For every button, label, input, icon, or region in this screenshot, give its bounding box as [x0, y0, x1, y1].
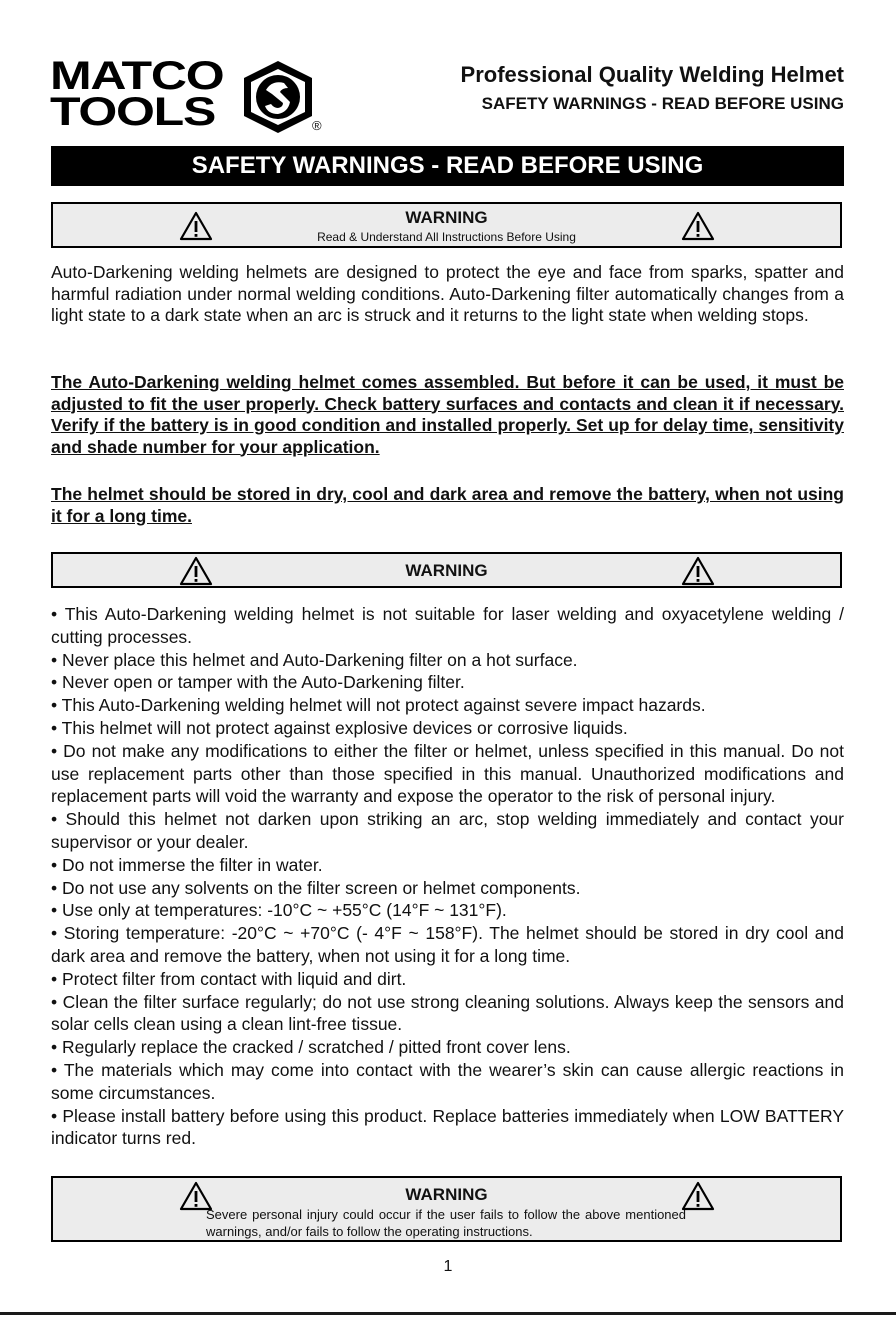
header-subtitle: SAFETY WARNINGS - READ BEFORE USING	[481, 94, 844, 113]
list-item: • Never open or tamper with the Auto-Darkening filter.	[51, 672, 465, 693]
warning-subtitle: Severe personal injury could occur if the user fails to follow the above mentioned warnings, and/or fails to follow the operating instructions.	[206, 1207, 686, 1239]
product-title: Professional Quality Welding Helmet	[460, 62, 844, 87]
list-item: • This Auto-Darkening welding helmet will not protect against severe impact hazards.	[51, 695, 706, 716]
list-item: • This Auto-Darkening welding helmet is not suitable for laser welding and oxyacetylene welding / cutting processes.	[51, 604, 844, 647]
list-item: • Please install battery before using this product. Replace batteries immediately when LOW BATTERY indicator turns red.	[51, 1105, 844, 1149]
list-item: • Use only at temperatures: -10°C ~ +55°C (14°F ~ 131°F).	[51, 900, 507, 921]
safety-warning-list	[51, 603, 844, 1150]
matco-tools-logo	[50, 54, 330, 136]
assembly-note: The Auto-Darkening welding helmet comes assembled. But before it can be used, it must be adjusted to fit the user properly. Check battery surfaces and contacts and clean it if necessary. Verify if the battery is in good condition and installed properly. Set up for delay time, sensitivity and shade number for your application.	[51, 372, 844, 457]
page-number: 1	[443, 1258, 453, 1275]
socket-emblem-icon	[238, 58, 318, 136]
logo-line-1: MATCO	[50, 54, 224, 98]
list-item: • Do not use any solvents on the filter screen or helmet components.	[51, 877, 581, 898]
list-item: • Never place this helmet and Auto-Darkening filter on a hot surface.	[51, 649, 578, 670]
warning-box-read-instructions	[51, 202, 842, 248]
warning-triangle-icon	[681, 556, 715, 586]
list-item: • Should this helmet not darken upon striking an arc, stop welding immediately and contact your supervisor or your dealer.	[51, 809, 844, 852]
warning-title: WARNING	[405, 561, 488, 580]
intro-paragraph: Auto-Darkening welding helmets are designed to protect the eye and face from sparks, spatter and harmful radiation under normal welding conditions. Auto-Darkening filter automatically changes from a light state to a dark state when an arc is struck and it returns to the light state when welding stops.	[51, 262, 844, 325]
storage-note: The helmet should be stored in dry, cool and dark area and remove the battery, when not using it for a long time.	[51, 484, 844, 526]
warning-triangle-icon	[681, 211, 715, 241]
page-bottom-rule	[0, 1312, 896, 1315]
list-item: • Do not make any modifications to either the filter or helmet, unless specified in this manual. Do not use replacement parts other than those specified in this manual. Unauthorized modifications and replacement parts will void the warranty and expose the operator to the risk of personal injury.	[51, 740, 844, 807]
warning-title: WARNING	[405, 208, 488, 227]
logo-wordmark	[50, 54, 224, 134]
logo-line-2: TOOLS	[50, 90, 216, 134]
warning-box-injury	[51, 1176, 842, 1242]
list-item: • Clean the filter surface regularly; do not use strong cleaning solutions. Always keep the sensors and solar cells clean using a clean lint-free tissue.	[51, 991, 844, 1035]
list-item: • Do not immerse the filter in water.	[51, 854, 323, 875]
list-item: • This helmet will not protect against explosive devices or corrosive liquids.	[51, 717, 628, 738]
list-item: • Protect filter from contact with liquid and dirt.	[51, 968, 407, 989]
warning-subtitle: Read & Understand All Instructions Before Using	[317, 230, 576, 244]
section-banner: SAFETY WARNINGS - READ BEFORE USING	[51, 146, 844, 186]
warning-title: WARNING	[405, 1185, 488, 1204]
list-item: • Storing temperature: -20°C ~ +70°C (- 4°F ~ 158°F). The helmet should be stored in dry cool and dark area and remove the battery, when not using it for a long time.	[51, 923, 844, 966]
registered-mark: ®	[312, 118, 322, 133]
list-item: • Regularly replace the cracked / scratched / pitted front cover lens.	[51, 1037, 571, 1058]
warning-triangle-icon	[681, 1181, 715, 1211]
list-item: • The materials which may come into contact with the wearer’s skin can cause allergic reactions in some circumstances.	[51, 1059, 844, 1103]
warning-box-general	[51, 552, 842, 588]
